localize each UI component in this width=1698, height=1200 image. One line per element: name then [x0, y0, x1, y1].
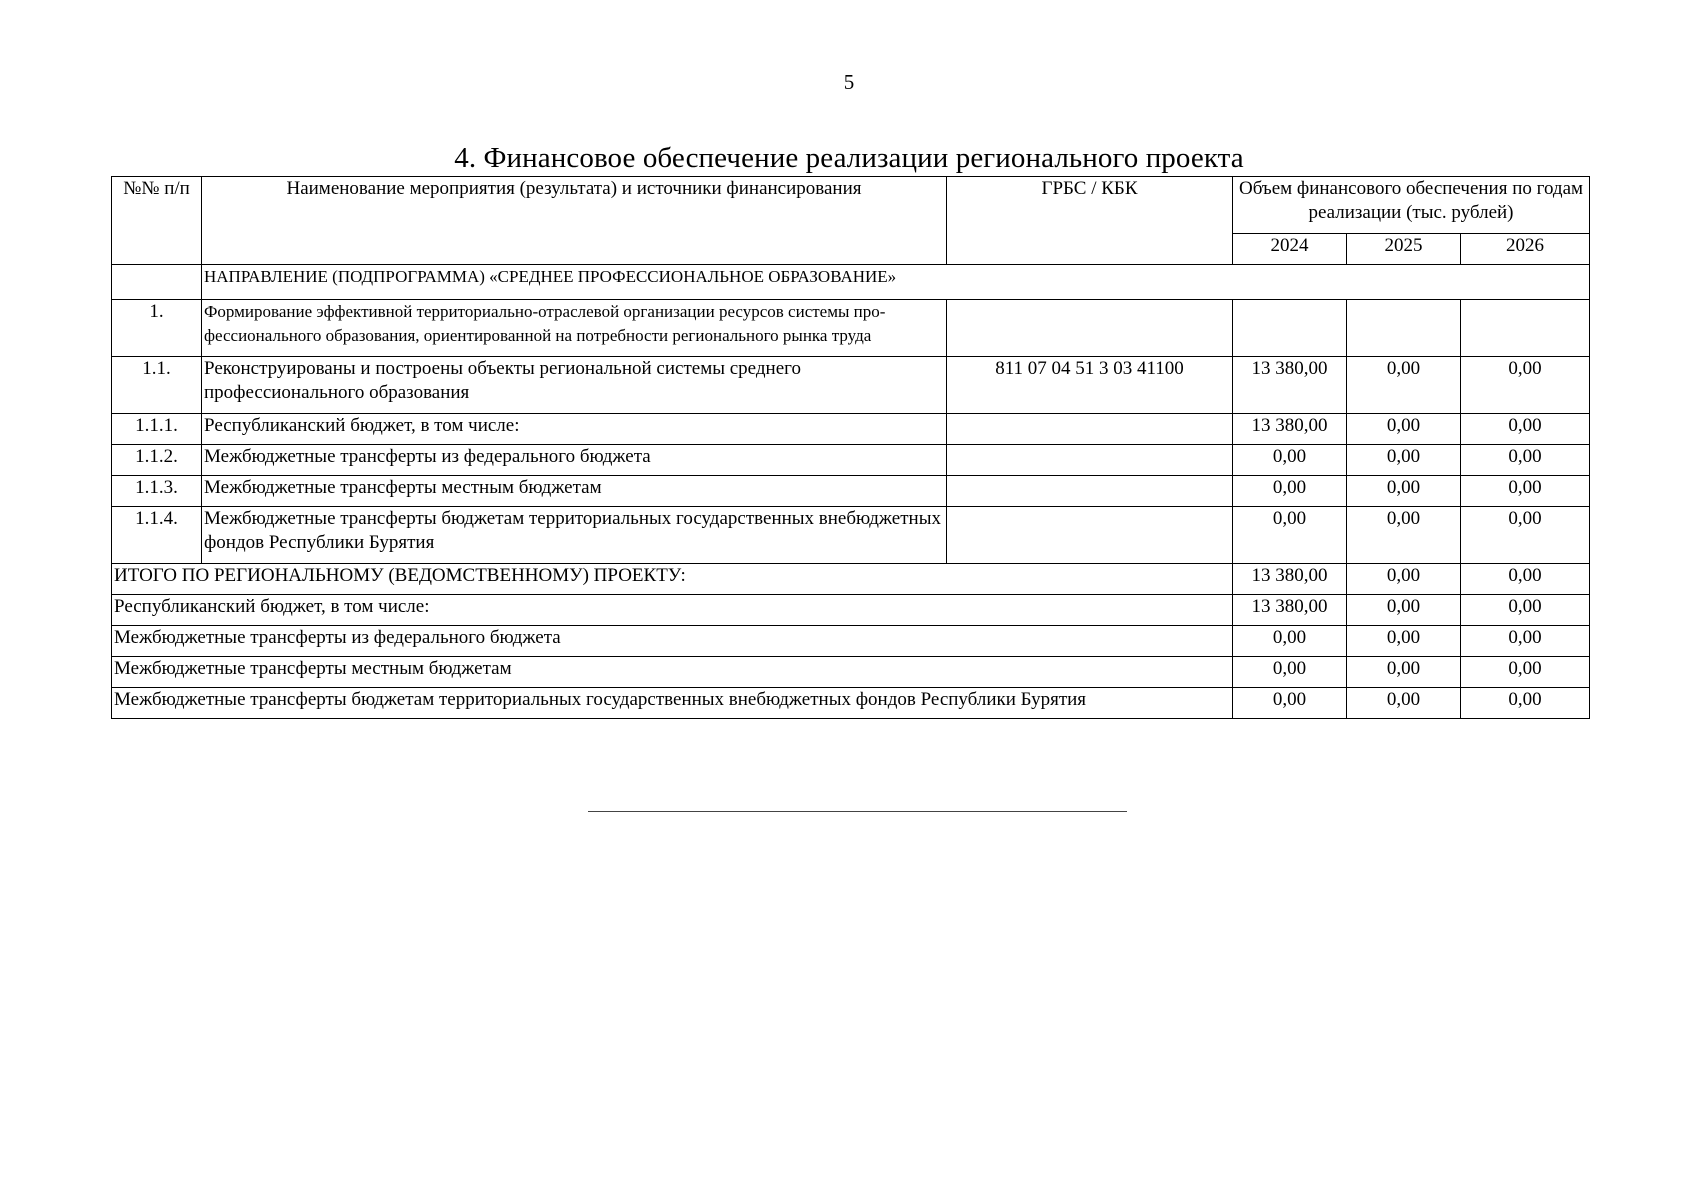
row-kbk: 811 07 04 51 3 03 41100	[947, 357, 1233, 414]
total-2026: 0,00	[1461, 564, 1590, 595]
row-name: Республиканский бюджет, в том числе:	[202, 414, 947, 445]
row-name: Межбюджетные трансферты местным бюджетам	[202, 476, 947, 507]
header-grbs: ГРБС / КБК	[947, 177, 1233, 265]
row-num: 1.1.3.	[112, 476, 202, 507]
row-kbk	[947, 414, 1233, 445]
header-num: №№ п/п	[112, 177, 202, 265]
table-row	[112, 507, 1590, 564]
row-kbk	[947, 476, 1233, 507]
row-name: Межбюджетные трансферты из федерального бюджета	[202, 445, 947, 476]
total-name: Межбюджетные трансферты местным бюджетам	[112, 657, 1233, 688]
total-2025: 0,00	[1347, 688, 1461, 719]
table-row	[112, 476, 1590, 507]
total-2025: 0,00	[1347, 657, 1461, 688]
total-name: ИТОГО ПО РЕГИОНАЛЬНОМУ (ВЕДОМСТВЕННОМУ) ПРОЕКТУ:	[112, 564, 1233, 595]
total-2026: 0,00	[1461, 595, 1590, 626]
row-2026: 0,00	[1461, 357, 1590, 414]
row-num: 1.1.	[112, 357, 202, 414]
row-num: 1.1.2.	[112, 445, 202, 476]
row-2026: 0,00	[1461, 414, 1590, 445]
header-name: Наименование мероприятия (результата) и источники финансирования	[202, 177, 947, 265]
row-2024	[1233, 300, 1347, 357]
total-name: Межбюджетные трансферты бюджетам территориальных государственных внебюджетных фондов Республики Бурятия	[112, 688, 1233, 719]
total-2024: 13 380,00	[1233, 595, 1347, 626]
total-2025: 0,00	[1347, 595, 1461, 626]
row-2025: 0,00	[1347, 357, 1461, 414]
total-2024: 0,00	[1233, 626, 1347, 657]
row-num: 1.1.1.	[112, 414, 202, 445]
header-volume: Объем финансового обеспечения по годам реализации (тыс. рублей)	[1233, 177, 1590, 234]
page-number: 5	[843, 70, 855, 94]
row-2026: 0,00	[1461, 507, 1590, 564]
table-row	[112, 445, 1590, 476]
row-2026	[1461, 300, 1590, 357]
total-row	[112, 626, 1590, 657]
row-2024: 0,00	[1233, 445, 1347, 476]
direction-row	[112, 265, 1590, 300]
direction-label: НАПРАВЛЕНИЕ (ПОДПРОГРАММА) «СРЕДНЕЕ ПРОФЕССИОНАЛЬНОЕ ОБРАЗОВАНИЕ»	[202, 265, 1590, 300]
total-row	[112, 657, 1590, 688]
total-name: Республиканский бюджет, в том числе:	[112, 595, 1233, 626]
header-year-2026: 2026	[1461, 234, 1590, 265]
total-row	[112, 564, 1590, 595]
end-separator-line	[588, 811, 1127, 812]
row-2024: 13 380,00	[1233, 357, 1347, 414]
row-kbk	[947, 507, 1233, 564]
total-2024: 0,00	[1233, 688, 1347, 719]
row-2024: 0,00	[1233, 476, 1347, 507]
total-2026: 0,00	[1461, 688, 1590, 719]
row-name: Формирование эффективной территориально-отраслевой организации ресурсов системы про-фессионального образования, ориентированной на потребности регионального рынка труда	[202, 300, 947, 357]
row-kbk	[947, 445, 1233, 476]
total-2026: 0,00	[1461, 626, 1590, 657]
total-2025: 0,00	[1347, 626, 1461, 657]
total-2025: 0,00	[1347, 564, 1461, 595]
total-2024: 13 380,00	[1233, 564, 1347, 595]
row-name: Реконструированы и построены объекты региональной системы среднего профессионального образования	[202, 357, 947, 414]
row-2025: 0,00	[1347, 445, 1461, 476]
row-num: 1.1.4.	[112, 507, 202, 564]
row-kbk	[947, 300, 1233, 357]
table-header-row	[112, 177, 1590, 234]
row-2025: 0,00	[1347, 414, 1461, 445]
row-2025: 0,00	[1347, 507, 1461, 564]
total-name: Межбюджетные трансферты из федерального бюджета	[112, 626, 1233, 657]
row-name: Межбюджетные трансферты бюджетам территориальных государственных внебюджетных фондов Республики Бурятия	[202, 507, 947, 564]
row-2026: 0,00	[1461, 476, 1590, 507]
total-2026: 0,00	[1461, 657, 1590, 688]
section-title: 4. Финансовое обеспечение реализации регионального проекта	[454, 142, 1244, 174]
total-2024: 0,00	[1233, 657, 1347, 688]
row-2025	[1347, 300, 1461, 357]
table-row	[112, 300, 1590, 357]
table-row	[112, 357, 1590, 414]
header-year-2025: 2025	[1347, 234, 1461, 265]
row-2025: 0,00	[1347, 476, 1461, 507]
total-row	[112, 688, 1590, 719]
row-num: 1.	[112, 300, 202, 357]
row-2026: 0,00	[1461, 445, 1590, 476]
row-2024: 0,00	[1233, 507, 1347, 564]
total-row	[112, 595, 1590, 626]
table-row	[112, 414, 1590, 445]
header-year-2024: 2024	[1233, 234, 1347, 265]
row-2024: 13 380,00	[1233, 414, 1347, 445]
financing-table	[111, 176, 1590, 719]
